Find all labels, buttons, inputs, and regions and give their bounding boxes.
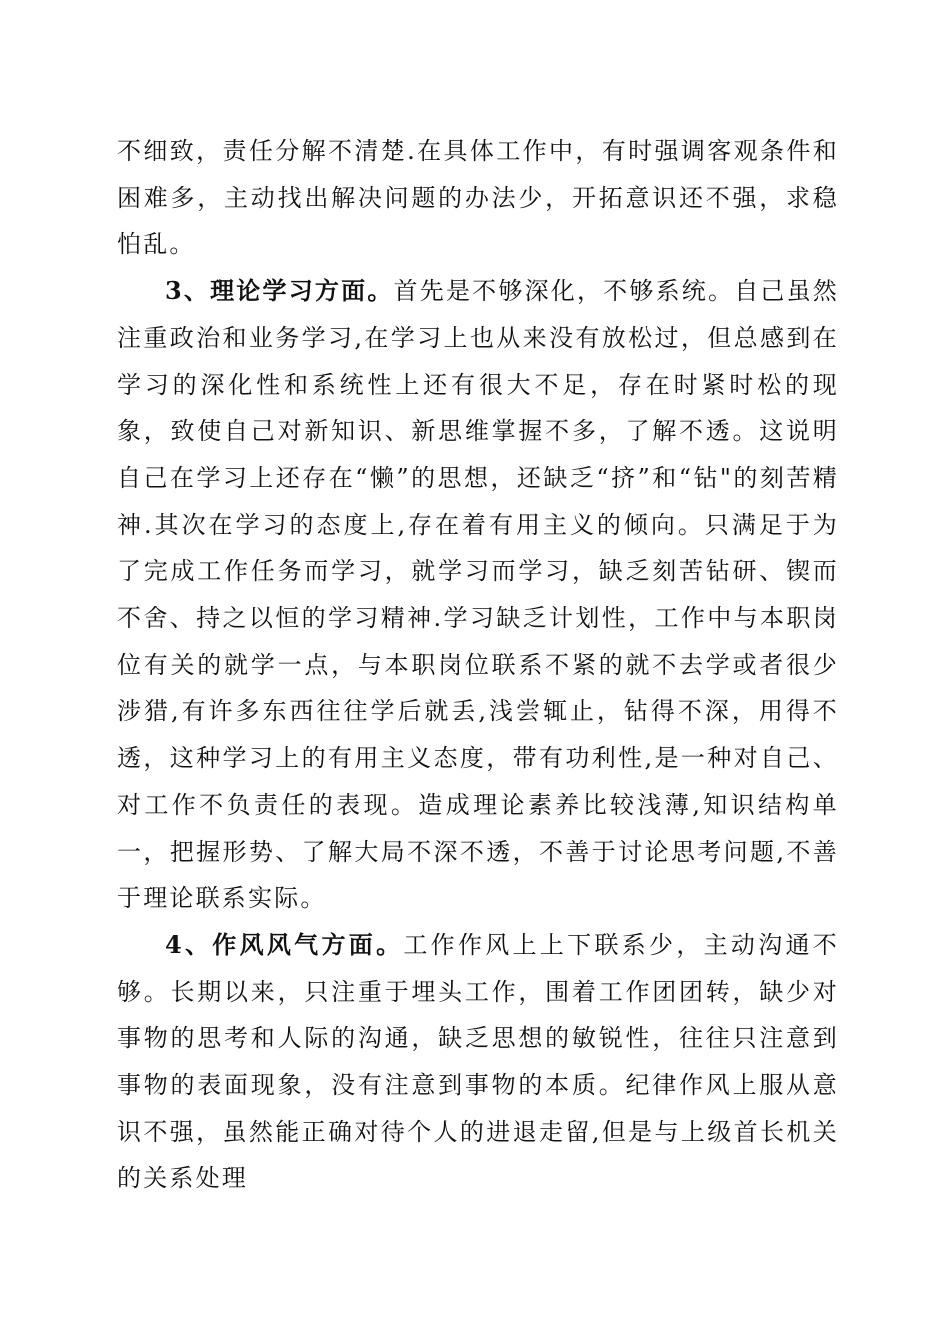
- paragraph-text: 工作作风上上下联系少，主动沟通不够。长期以来，只注重于埋头工作，围着工作团团转，缺少对事物的思考和人际的沟通，缺乏思想的敏锐性，往往只注意到事物的表面现象，没有注意到事物的本质。纪律作风上服从意识不强，虽然能正确对待个人的进退走留,但是与上级首长机关的关系处理: [117, 930, 840, 1193]
- paragraph-continuation: [117, 128, 839, 268]
- document-body: [117, 128, 839, 1202]
- paragraph-work-style: [117, 922, 839, 1202]
- paragraph-theory-study: [117, 268, 839, 922]
- paragraph-heading: 3、理论学习方面。: [165, 276, 394, 306]
- paragraph-heading: 4、作风风气方面。: [165, 929, 404, 959]
- paragraph-text: 不细致，责任分解不清楚.在具体工作中，有时强调客观条件和困难多，主动找出解决问题的办法少，开拓意识还不强，求稳怕乱。: [117, 137, 839, 259]
- paragraph-text: 首先是不够深化，不够系统。自己虽然注重政治和业务学习,在学习上也从来没有放松过，但总感到在学习的深化性和系统性上还有很大不足，存在时紧时松的现象，致使自己对新知识、新思维掌握不多，了解不透。这说明自己在学习上还存在“懒”的思想，还缺乏“挤”和“钻"的刻苦精神.其次在学习的态度上,存在着有用主义的倾向。只满足于为了完成工作任务而学习，就学习而学习，缺乏刻苦钻研、锲而不舍、持之以恒的学习精神.学习缺乏计划性，工作中与本职岗位有关的就学一点，与本职岗位联系不紧的就不去学或者很少涉猎,有许多东西往往学后就丢,浅尝辄止，钻得不深，用得不透，这种学习上的有用主义态度，带有功利性,是一种对自己、对工作不负责任的表现。造成理论素养比较浅薄,知识结构单一，把握形势、了解大局不深不透，不善于讨论思考问题,不善于理论联系实际。: [117, 277, 840, 913]
